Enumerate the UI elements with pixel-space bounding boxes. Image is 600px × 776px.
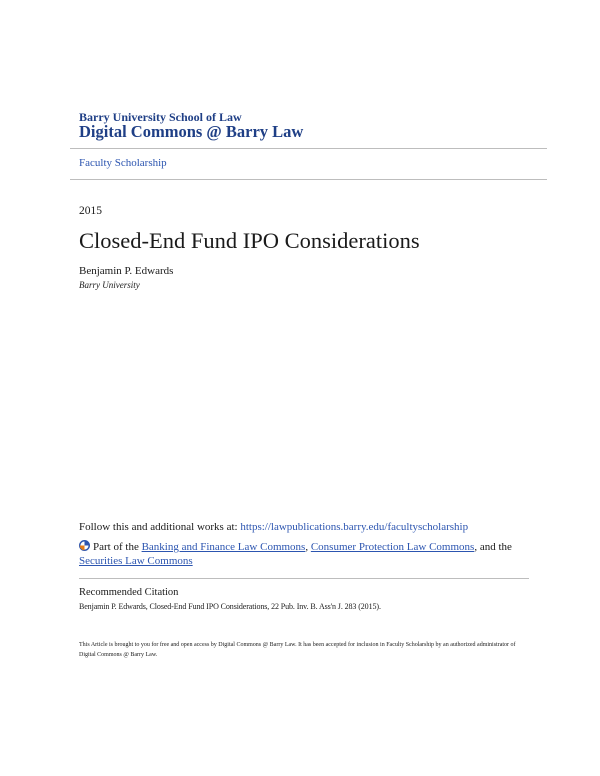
- follow-line: [79, 521, 468, 533]
- bepress-network-icon: [79, 540, 90, 551]
- publication-year: 2015: [79, 205, 102, 217]
- follow-url-link[interactable]: https://lawpublications.barry.edu/facultyscholarship: [240, 521, 469, 533]
- consumer-protection-commons-link[interactable]: Consumer Protection Law Commons: [310, 541, 475, 553]
- institution-name: Barry University School of Law: [79, 110, 242, 124]
- author-name: Benjamin P. Edwards: [79, 265, 174, 277]
- banking-finance-commons-link[interactable]: Banking and Finance Law Commons: [141, 541, 306, 553]
- article-title: Closed-End Fund IPO Considerations: [79, 228, 420, 253]
- author-affiliation: Barry University: [79, 280, 140, 290]
- part-of-separator: ,: [305, 541, 309, 553]
- part-of-line: [79, 540, 539, 568]
- series-link[interactable]: Faculty Scholarship: [79, 157, 167, 169]
- citation-text: Benjamin P. Edwards, Closed-End Fund IPO Considerations, 22 Pub. Inv. B. Ass'n J. 283 (2015).: [79, 602, 381, 611]
- citation-rule: [79, 578, 529, 579]
- part-of-prefix: Part of the: [93, 541, 139, 553]
- securities-commons-link[interactable]: Securities Law Commons: [79, 555, 193, 567]
- citation-heading: Recommended Citation: [79, 587, 179, 598]
- header-rule-top: [70, 148, 547, 149]
- follow-label: Follow this and additional works at:: [79, 521, 238, 533]
- access-note: This Article is brought to you for free and open access by Digital Commons @ Barry Law. It has been accepted for inclusion in Faculty Scholarship by an authorized administrator of Digital Commons @ Barry Law.: [79, 642, 516, 658]
- part-of-and: , and the: [474, 541, 512, 553]
- repository-name[interactable]: Digital Commons @ Barry Law: [79, 122, 304, 141]
- header-rule-bottom: [70, 179, 547, 180]
